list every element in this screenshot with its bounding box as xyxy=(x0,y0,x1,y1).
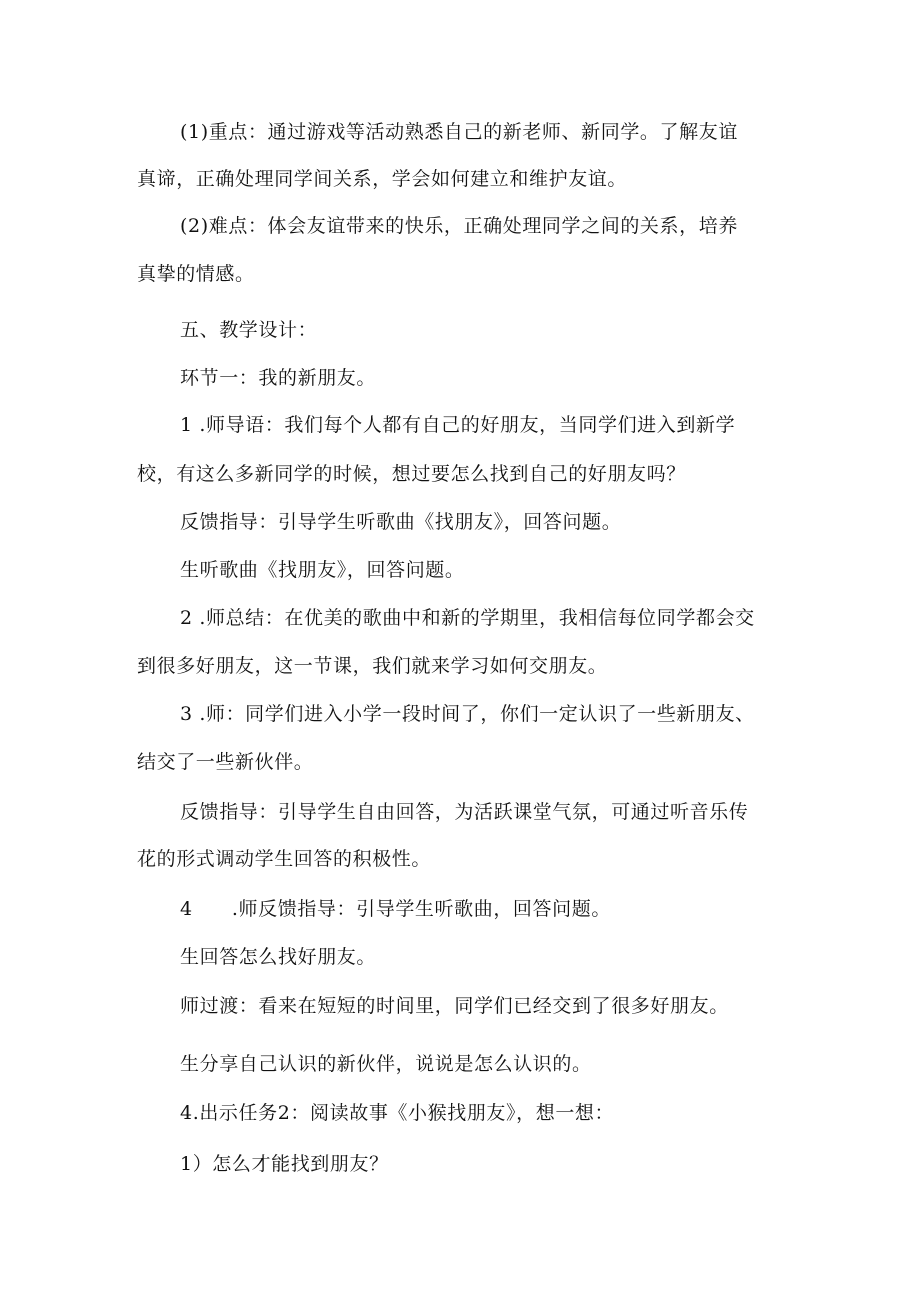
section-heading-teaching-design: 五、教学设计： xyxy=(180,319,318,341)
paragraph-2-line-2: 到很多好朋友，这一节课，我们就来学习如何交朋友。 xyxy=(137,655,608,677)
student-response-line-1: 生听歌曲《找朋友》，回答问题。 xyxy=(180,559,465,581)
feedback-line-2-continued: 花的形式调动学生回答的积极性。 xyxy=(137,848,432,870)
paragraph-4-line-1: 4 .师反馈指导：引导学生听歌曲，回答问题。 xyxy=(180,898,611,920)
task-line: 4.出示任务2：阅读故事《小猴找朋友》，想一想： xyxy=(180,1102,615,1124)
question-line-1: 1）怎么才能找到朋友？ xyxy=(180,1153,389,1175)
teacher-transition-line: 师过渡：看来在短短的时间里，同学们已经交到了很多好朋友。 xyxy=(180,995,729,1017)
paragraph-1-line-2: 校，有这么多新同学的时候，想过要怎么找到自己的好朋友吗？ xyxy=(137,463,686,485)
key-point-line-2: 真谛，正确处理同学间关系，学会如何建立和维护友谊。 xyxy=(137,168,628,190)
key-point-line-1: (1)重点：通过游戏等活动熟悉自己的新老师、新同学。了解友谊 xyxy=(180,121,738,143)
student-share-line: 生分享自己认识的新伙伴，说说是怎么认识的。 xyxy=(180,1053,592,1075)
paragraph-3-line-2: 结交了一些新伙伴。 xyxy=(137,751,314,773)
feedback-line-1: 反馈指导：引导学生听歌曲《找朋友》，回答问题。 xyxy=(180,511,622,533)
step-heading: 环节一：我的新朋友。 xyxy=(180,367,377,389)
paragraph-2-line-1: 2 .师总结：在优美的歌曲中和新的学期里，我相信每位同学都会交 xyxy=(180,607,755,629)
student-answer-line: 生回答怎么找好朋友。 xyxy=(180,946,377,968)
paragraph-3-line-1: 3 .师：同学们进入小学一段时间了，你们一定认识了一些新朋友、 xyxy=(180,703,755,725)
difficulty-line-2: 真挚的情感。 xyxy=(137,263,255,285)
paragraph-1-line-1: 1 .师导语：我们每个人都有自己的好朋友，当同学们进入到新学 xyxy=(180,414,736,436)
feedback-line-2: 反馈指导：引导学生自由回答，为活跃课堂气氛，可通过听音乐传 xyxy=(180,801,749,823)
difficulty-line-1: (2)难点：体会友谊带来的快乐，正确处理同学之间的关系，培养 xyxy=(180,215,738,237)
